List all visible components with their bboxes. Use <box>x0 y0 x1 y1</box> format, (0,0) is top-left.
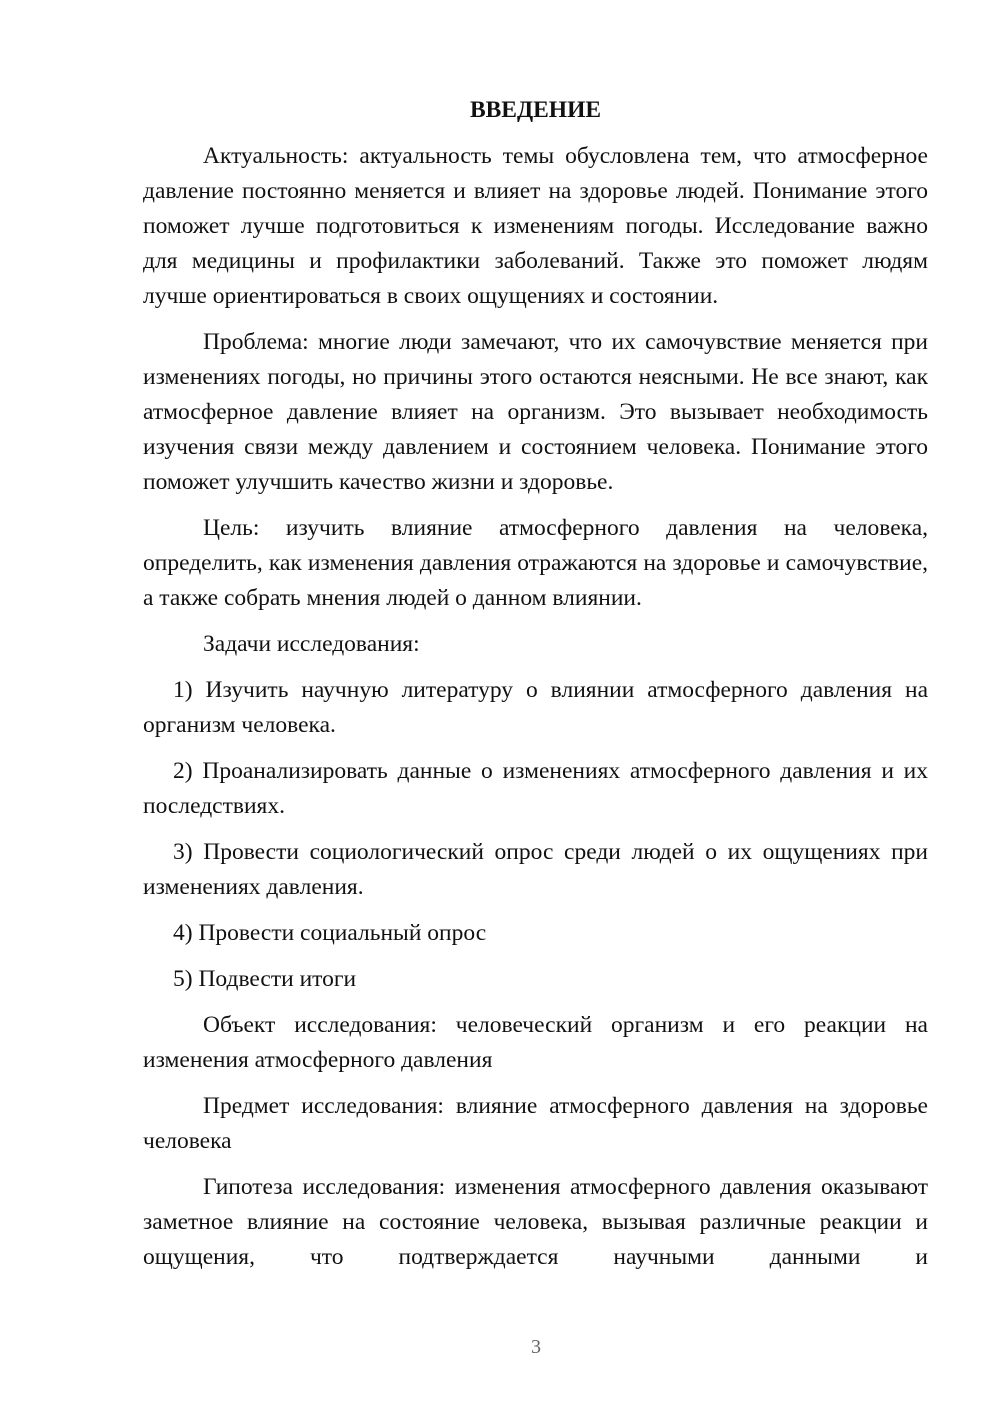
page-number: 3 <box>531 1336 541 1358</box>
paragraph-relevance: Актуальность: актуальность темы обусловлена тем, что атмосферное давление постоянно меняется и влияет на здоровье людей. Понимание этого поможет лучше подготовиться к изменениям погоды. Исследование важно для медицины и профилактики заболеваний. Также это поможет людям лучше ориентироваться в своих ощущениях и состоянии. <box>143 143 928 309</box>
task-item-3: 3) Провести социологический опрос среди людей о их ощущениях при изменениях давления. <box>143 839 928 900</box>
paragraph-hypothesis: Гипотеза исследования: изменения атмосферного давления оказывают заметное влияние на состояние человека, вызывая различные реакции и ощущения, что подтверждается научными данными и <box>143 1174 928 1270</box>
section-title: ВВЕДЕНИЕ <box>469 97 602 123</box>
paragraph-subject: Предмет исследования: влияние атмосферного давления на здоровье человека <box>143 1093 928 1154</box>
paragraph-problem: Проблема: многие люди замечают, что их самочувствие меняется при изменениях погоды, но причины этого остаются неясными. Не все знают, как атмосферное давление влияет на организм. Это вызывает необходимость изучения связи между давлением и состоянием человека. Понимание этого поможет улучшить качество жизни и здоровье. <box>143 329 928 495</box>
paragraph-goal: Цель: изучить влияние атмосферного давления на человека, определить, как изменения давления отражаются на здоровье и самочувствие, а также собрать мнения людей о данном влиянии. <box>143 515 928 611</box>
tasks-heading: Задачи исследования: <box>203 631 420 657</box>
task-item-5: 5) Подвести итоги <box>173 966 357 992</box>
task-item-2: 2) Проанализировать данные о изменениях атмосферного давления и их последствиях. <box>143 758 928 819</box>
task-item-1: 1) Изучить научную литературу о влиянии атмосферного давления на организм человека. <box>143 677 928 738</box>
page-content <box>143 93 928 1286</box>
paragraph-object: Объект исследования: человеческий организм и его реакции на изменения атмосферного давления <box>143 1012 928 1073</box>
task-item-4: 4) Провести социальный опрос <box>173 920 487 946</box>
tasks-list <box>143 673 928 997</box>
